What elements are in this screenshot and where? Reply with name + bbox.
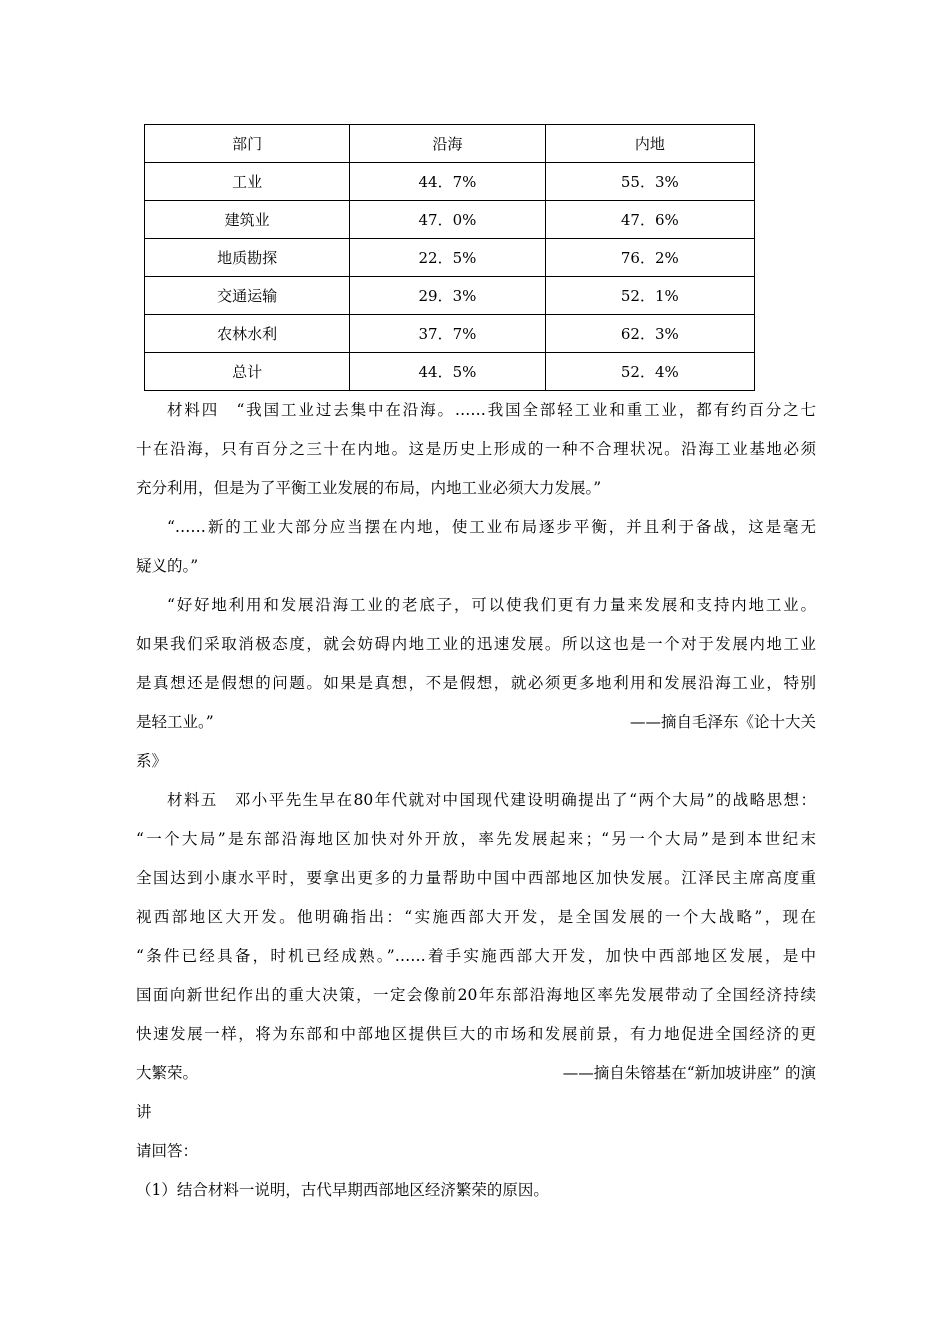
- material4-line: 疑义的。”: [136, 557, 199, 575]
- table-header-cell: 沿海: [350, 125, 545, 163]
- table-cell: 总计: [145, 353, 350, 391]
- table-row: [145, 277, 755, 315]
- table-row: [145, 239, 755, 277]
- table-cell: 22．5%: [350, 239, 545, 277]
- material5-line: 快速发展一样，将为东部和中部地区提供巨大的市场和发展前景，有力地促进全国经济的更: [136, 1025, 816, 1043]
- table-header-cell: 内地: [545, 125, 754, 163]
- material5-line: “条件已经具备，时机已经成熟。”……着手实施西部大开发，加快中西部地区发展，是中: [136, 947, 816, 965]
- material4-line: “好好地利用和发展沿海工业的老底子，可以使我们更有力量来发展和支持内地工业。: [167, 596, 816, 614]
- material5-attribution: ——摘自朱镕基在“新加坡讲座” 的演: [562, 1064, 816, 1082]
- table-cell: 工业: [145, 163, 350, 201]
- table-cell: 29．3%: [350, 277, 545, 315]
- table-cell: 建筑业: [145, 201, 350, 239]
- material5-line: 材料五 邓小平先生早在80年代就对中国现代建设明确提出了“两个大局”的战略思想：: [167, 791, 816, 809]
- material4-line: 是真想还是假想的问题。如果是真想，不是假想，就必须更多地利用和发展沿海工业，特别: [136, 674, 816, 692]
- material5-line: 视西部地区大开发。他明确指出：“实施西部大开发，是全国发展的一个大战略”，现在: [136, 908, 816, 926]
- table-cell: 地质勘探: [145, 239, 350, 277]
- material5-line: “一个大局”是东部沿海地区加快对外开放，率先发展起来；“另一个大局”是到本世纪末: [136, 830, 816, 848]
- table-row: [145, 315, 755, 353]
- investment-table: [144, 124, 755, 391]
- question-1: （1）结合材料一说明，古代早期西部地区经济繁荣的原因。: [136, 1181, 549, 1199]
- table-cell: 55．3%: [545, 163, 754, 201]
- table-row: [145, 163, 755, 201]
- table-header-row: [145, 125, 755, 163]
- table-cell: 47．6%: [545, 201, 754, 239]
- material4-line: 充分利用，但是为了平衡工业发展的布局，内地工业必须大力发展。”: [136, 479, 602, 497]
- table-cell: 52．4%: [545, 353, 754, 391]
- material5-line: 国面向新世纪作出的重大决策，一定会像前20年东部沿海地区率先发展带动了全国经济持续: [136, 986, 816, 1004]
- material4-line: 材料四 “我国工业过去集中在沿海。……我国全部轻工业和重工业，都有约百分之七: [167, 401, 816, 419]
- material5-line: 全国达到小康水平时，要拿出更多的力量帮助中国中西部地区加快发展。江泽民主席高度重: [136, 869, 816, 887]
- material4-line: 如果我们采取消极态度，就会妨碍内地工业的迅速发展。所以这也是一个对于发展内地工业: [136, 635, 816, 653]
- material4-line: 十在沿海，只有百分之三十在内地。这是历史上形成的一种不合理状况。沿海工业基地必须: [136, 440, 816, 458]
- material5-attribution-end: 讲: [136, 1103, 152, 1121]
- table-cell: 农林水利: [145, 315, 350, 353]
- table-cell: 44．5%: [350, 353, 545, 391]
- material4-attribution: ——摘自毛泽东《论十大关: [629, 713, 816, 731]
- table-cell: 37．7%: [350, 315, 545, 353]
- table-cell: 62．3%: [545, 315, 754, 353]
- table-row: [145, 353, 755, 391]
- question-prompt: 请回答：: [136, 1142, 199, 1160]
- table-row: [145, 201, 755, 239]
- table-header-cell: 部门: [145, 125, 350, 163]
- table-cell: 47．0%: [350, 201, 545, 239]
- material4-line: “……新的工业大部分应当摆在内地，使工业布局逐步平衡，并且利于备战，这是毫无: [167, 518, 816, 536]
- material4-line: 是轻工业。”: [136, 713, 214, 731]
- material4-attribution-end: 系》: [136, 752, 168, 770]
- table-cell: 交通运输: [145, 277, 350, 315]
- table-cell: 44．7%: [350, 163, 545, 201]
- material5-line: 大繁荣。: [136, 1064, 199, 1082]
- table-cell: 76．2%: [545, 239, 754, 277]
- table-cell: 52．1%: [545, 277, 754, 315]
